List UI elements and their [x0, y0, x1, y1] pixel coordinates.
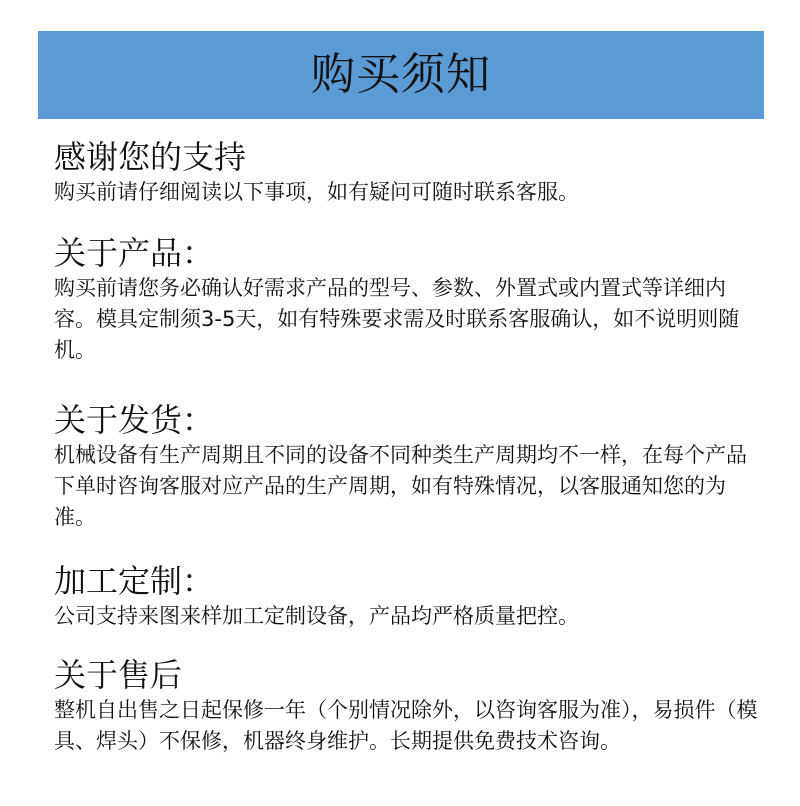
section-body-thanks: 购买前请仔细阅读以下事项，如有疑问可随时联系客服。 [54, 180, 579, 204]
page-title: 购买须知 [311, 49, 491, 100]
section-after-sales [54, 655, 766, 757]
section-shipping [54, 400, 766, 533]
section-body-after-sales: 整机自出售之日起保修一年（个别情况除外，以咨询客服为准），易损件（模具、焊头）不保修，机器终身维护。长期提供免费技术咨询。 [54, 698, 758, 753]
section-thanks [54, 137, 766, 208]
title-banner [38, 31, 764, 119]
section-heading-shipping: 关于发货： [54, 401, 215, 439]
section-body-shipping: 机械设备有生产周期且不同的设备不同种类生产周期均不一样，在每个产品下单时咨询客服对应产品的生产周期，如有特殊情况，以客服通知您的为准。 [54, 443, 747, 529]
section-heading-product: 关于产品： [54, 234, 215, 272]
section-heading-customization: 加工定制： [54, 562, 215, 600]
section-body-customization: 公司支持来图来样加工定制设备，产品均严格质量把控。 [54, 604, 579, 628]
section-product [54, 233, 766, 366]
section-heading-thanks: 感谢您的支持 [54, 138, 247, 176]
section-customization [54, 561, 766, 632]
section-heading-after-sales: 关于售后 [54, 656, 183, 694]
section-body-product: 购买前请您务必确认好需求产品的型号、参数、外置式或内置式等详细内容。模具定制须3-5天，如有特殊要求需及时联系客服确认，如不说明则随机。 [54, 276, 740, 362]
